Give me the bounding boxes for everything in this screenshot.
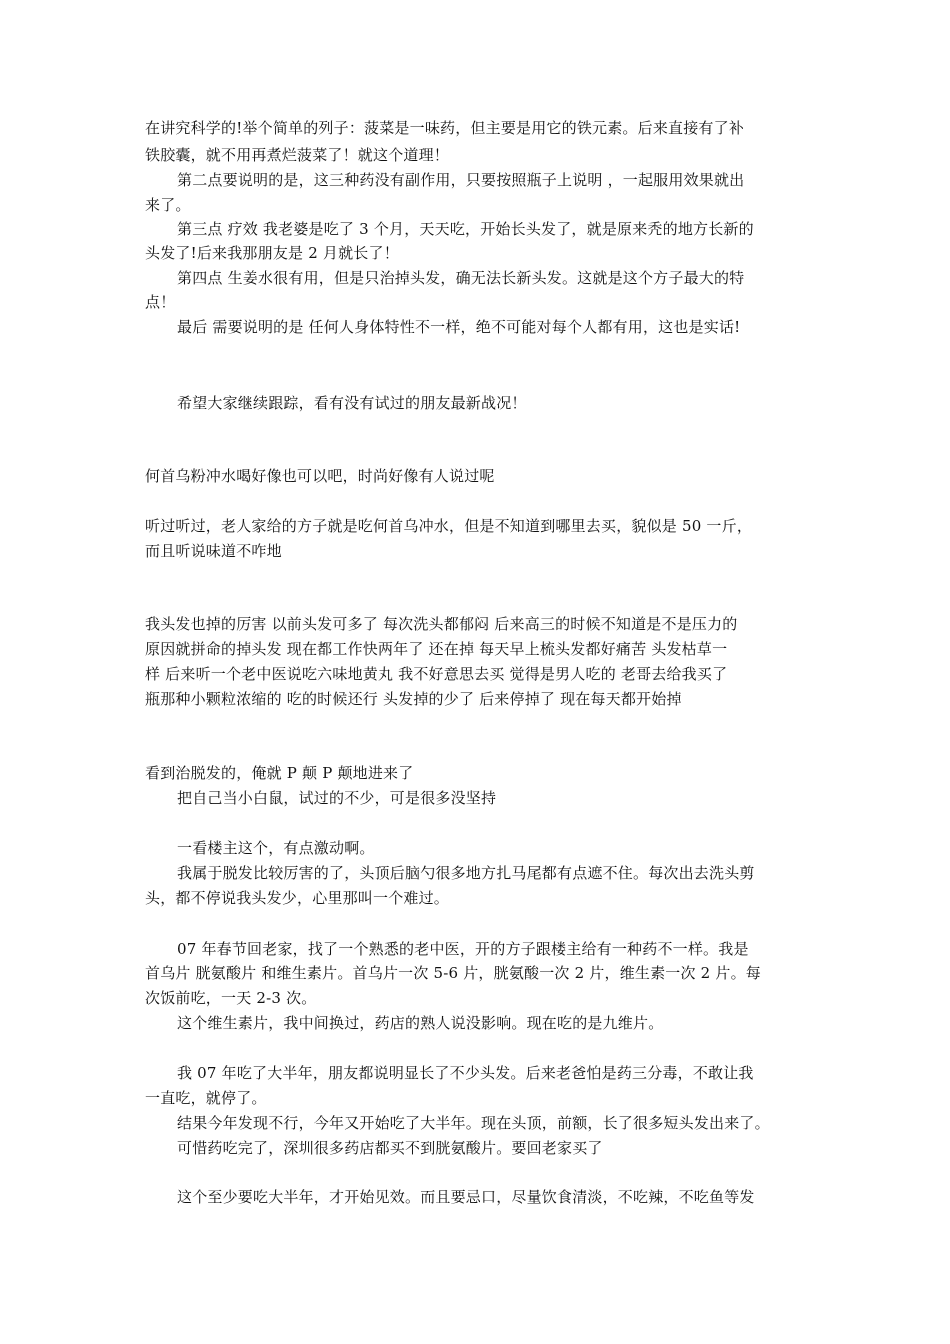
text-line: 在讲究科学的!举个简单的列子：菠菜是一味药，但主要是用它的铁元素。后来直接有了补 [145, 119, 745, 137]
text-line: 第二点要说明的是，这三种药没有副作用，只要按照瓶子上说明 ，一起服用效果就出 [177, 171, 745, 189]
text-line: 点！ [145, 293, 176, 311]
text-line: 把自己当小白鼠，试过的不少，可是很多没坚持 [177, 789, 497, 807]
text-line: 一直吃，就停了。 [145, 1089, 267, 1107]
text-line: 来了。 [145, 196, 191, 214]
text-line: 我 07 年吃了大半年，朋友都说明显长了不少头发。后来老爸怕是药三分毒，不敢让我 [177, 1064, 754, 1082]
text-line: 瓶那种小颗粒浓缩的 吃的时候还行 头发掉的少了 后来停掉了 现在每天都开始掉 [145, 690, 682, 708]
text-line: 铁胶囊，就不用再煮烂菠菜了！就这个道理！ [145, 146, 450, 164]
text-line: 首乌片 胱氨酸片 和维生素片。首乌片一次 5-6 片，胱氨酸一次 2 片，维生素一次 2 片。每 [145, 964, 761, 982]
text-line: 原因就拼命的掉头发 现在都工作快两年了 还在掉 每天早上梳头发都好痛苦 头发枯草一 [145, 640, 728, 658]
text-line: 这个至少要吃大半年，才开始见效。而且要忌口，尽量饮食清淡，不吃辣，不吃鱼等发 [177, 1188, 755, 1206]
text-line: 听过听过，老人家给的方子就是吃何首乌冲水，但是不知道到哪里去买，貌似是 50 一斤， [145, 517, 753, 535]
text-line: 次饭前吃，一天 2-3 次。 [145, 989, 317, 1007]
text-line: 而且听说味道不咋地 [145, 542, 282, 560]
text-line: 可惜药吃完了，深圳很多药店都买不到胱氨酸片。要回老家买了 [177, 1139, 603, 1157]
text-line: 希望大家继续跟踪，看有没有试过的朋友最新战况！ [177, 394, 527, 412]
text-line: 看到治脱发的，俺就 P 颠 P 颠地进来了 [145, 764, 414, 782]
text-line: 第三点 疗效 我老婆是吃了 3 个月，天天吃，开始长头发了，就是原来秃的地方长新的 [177, 220, 754, 238]
text-line: 我头发也掉的厉害 以前头发可多了 每次洗头都郁闷 后来高三的时候不知道是不是压力的 [145, 615, 738, 633]
text-line: 最后 需要说明的是 任何人身体特性不一样，绝不可能对每个人都有用，这也是实话! [177, 318, 741, 336]
text-line: 一看楼主这个，有点激动啊。 [177, 839, 375, 857]
text-line: 样 后来听一个老中医说吃六味地黄丸 我不好意思去买 觉得是男人吃的 老哥去给我买了 [145, 665, 728, 683]
text-line: 这个维生素片，我中间换过，药店的熟人说没影响。现在吃的是九维片。 [177, 1014, 664, 1032]
text-line: 何首乌粉冲水喝好像也可以吧，时尚好像有人说过呢 [145, 467, 495, 485]
text-line: 07 年春节回老家，找了一个熟悉的老中医，开的方子跟楼主给有一种药不一样。我是 [177, 940, 749, 958]
text-line: 头发了!后来我那朋友是 2 月就长了！ [145, 244, 399, 262]
text-line: 第四点 生姜水很有用，但是只治掉头发，确无法长新头发。这就是这个方子最大的特 [177, 269, 745, 287]
text-line: 我属于脱发比较厉害的了，头顶后脑勺很多地方扎马尾都有点遮不住。每次出去洗头剪 [177, 864, 755, 882]
text-line: 结果今年发现不行，今年又开始吃了大半年。现在头顶，前额，长了很多短头发出来了。 [177, 1114, 770, 1132]
text-line: 头，都不停说我头发少，心里那叫一个难过。 [145, 889, 450, 907]
